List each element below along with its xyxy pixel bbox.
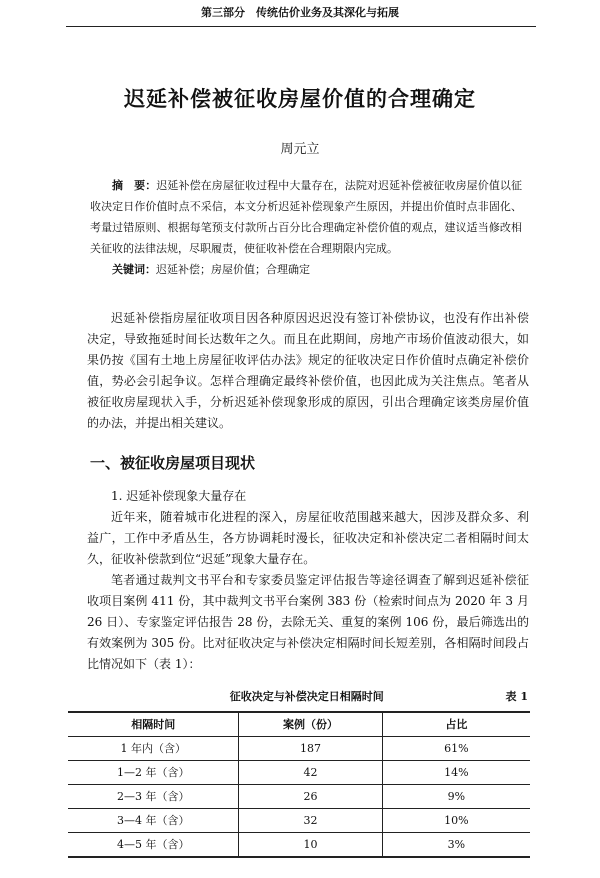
table-number: 表 1 — [505, 690, 528, 703]
column-header: 相隔时间 — [68, 712, 239, 737]
table-row — [68, 761, 530, 785]
abstract-label: 摘 要： — [112, 179, 157, 192]
paragraph: 近年来，随着城市化进程的深入，房屋征收范围越来越大，因涉及群众多、利益广，工作中矛盾丛生，各方协调耗时漫长，征收决定和补偿决定二者相隔时间太久，征收补偿款到位“迟延”现象大量存在。 — [87, 510, 529, 566]
paragraph: 笔者通过裁判文书平台和专家委员鉴定评估报告等途径调查了解到迟延补偿征收项目案例 411 份，其中裁判文书平台案例 383 份（检索时间点为 2020 年 3 月 26 日）、专家鉴定评估报告 28 份，去除无关、重复的案例 106 份，最后筛选出的有效案例为 305 份。比对征收决定与补偿决定相隔时间长短差别，各相隔时间段占比情况如下（表 1）： — [87, 573, 529, 671]
cell: 2—3 年（含） — [68, 785, 239, 809]
cell: 3% — [382, 833, 530, 858]
table-caption — [68, 689, 530, 705]
cell: 9% — [382, 785, 530, 809]
table-header-row — [68, 712, 530, 737]
section-body — [87, 486, 529, 675]
cell: 1 年内（含） — [68, 737, 239, 761]
cell: 10 — [239, 833, 382, 858]
cell: 10% — [382, 809, 530, 833]
cell: 187 — [239, 737, 382, 761]
cell: 42 — [239, 761, 382, 785]
keywords-text: 迟延补偿；房屋价值；合理确定 — [156, 263, 310, 276]
subheading: 1. 迟延补偿现象大量存在 — [111, 489, 247, 503]
table-row — [68, 809, 530, 833]
column-header: 案例（份） — [239, 712, 382, 737]
article-title: 迟延补偿被征收房屋价值的合理确定 — [124, 86, 476, 111]
intro-paragraph: 迟延补偿指房屋征收项目因各种原因迟迟没有签订补偿协议，也没有作出补偿决定，导致拖延时间长达数年之久。而且在此期间，房地产市场价值波动很大，如果仍按《国有土地上房屋征收评估办法》规定的征收决定日作价值时点确定补偿价值，势必会引起争议。怎样合理确定最终补偿价值，也因此成为关注焦点。笔者从被征收房屋现状入手，分析迟延补偿现象形成的原因，引出合理确定该类房屋价值的办法，并提出相关建议。 — [87, 311, 529, 430]
intro-section — [87, 308, 529, 434]
cell: 3—4 年（含） — [68, 809, 239, 833]
table-row — [68, 785, 530, 809]
keywords-label: 关键词： — [112, 263, 156, 276]
column-header: 占比 — [382, 712, 530, 737]
section-heading: 一、被征收房屋项目现状 — [90, 454, 256, 472]
table-title: 征收决定与补偿决定日相隔时间 — [229, 690, 384, 703]
cell: 61% — [382, 737, 530, 761]
header-rule — [66, 26, 536, 27]
cell: 32 — [239, 809, 382, 833]
data-table — [68, 711, 530, 858]
cell: 14% — [382, 761, 530, 785]
cell: 4—5 年（含） — [68, 833, 239, 858]
table-row — [68, 833, 530, 858]
abstract — [90, 175, 522, 259]
running-header: 第三部分 传统估价业务及其深化与拓展 — [201, 6, 399, 19]
keywords — [90, 259, 522, 280]
author: 周元立 — [280, 142, 320, 157]
table-row — [68, 737, 530, 761]
abstract-text: 迟延补偿在房屋征收过程中大量存在，法院对迟延补偿被征收房屋价值以征收决定日作价值时点不采信，本文分析迟延补偿现象产生原因，并提出价值时点非固化、考量过错原则、根据每笔预支付款所占百分比合理确定补偿价值的观点，建议适当修改相关征收的法律法规，尽职履责，使征收补偿在合理期限内完成。 — [90, 179, 523, 255]
cell: 26 — [239, 785, 382, 809]
cell: 1—2 年（含） — [68, 761, 239, 785]
